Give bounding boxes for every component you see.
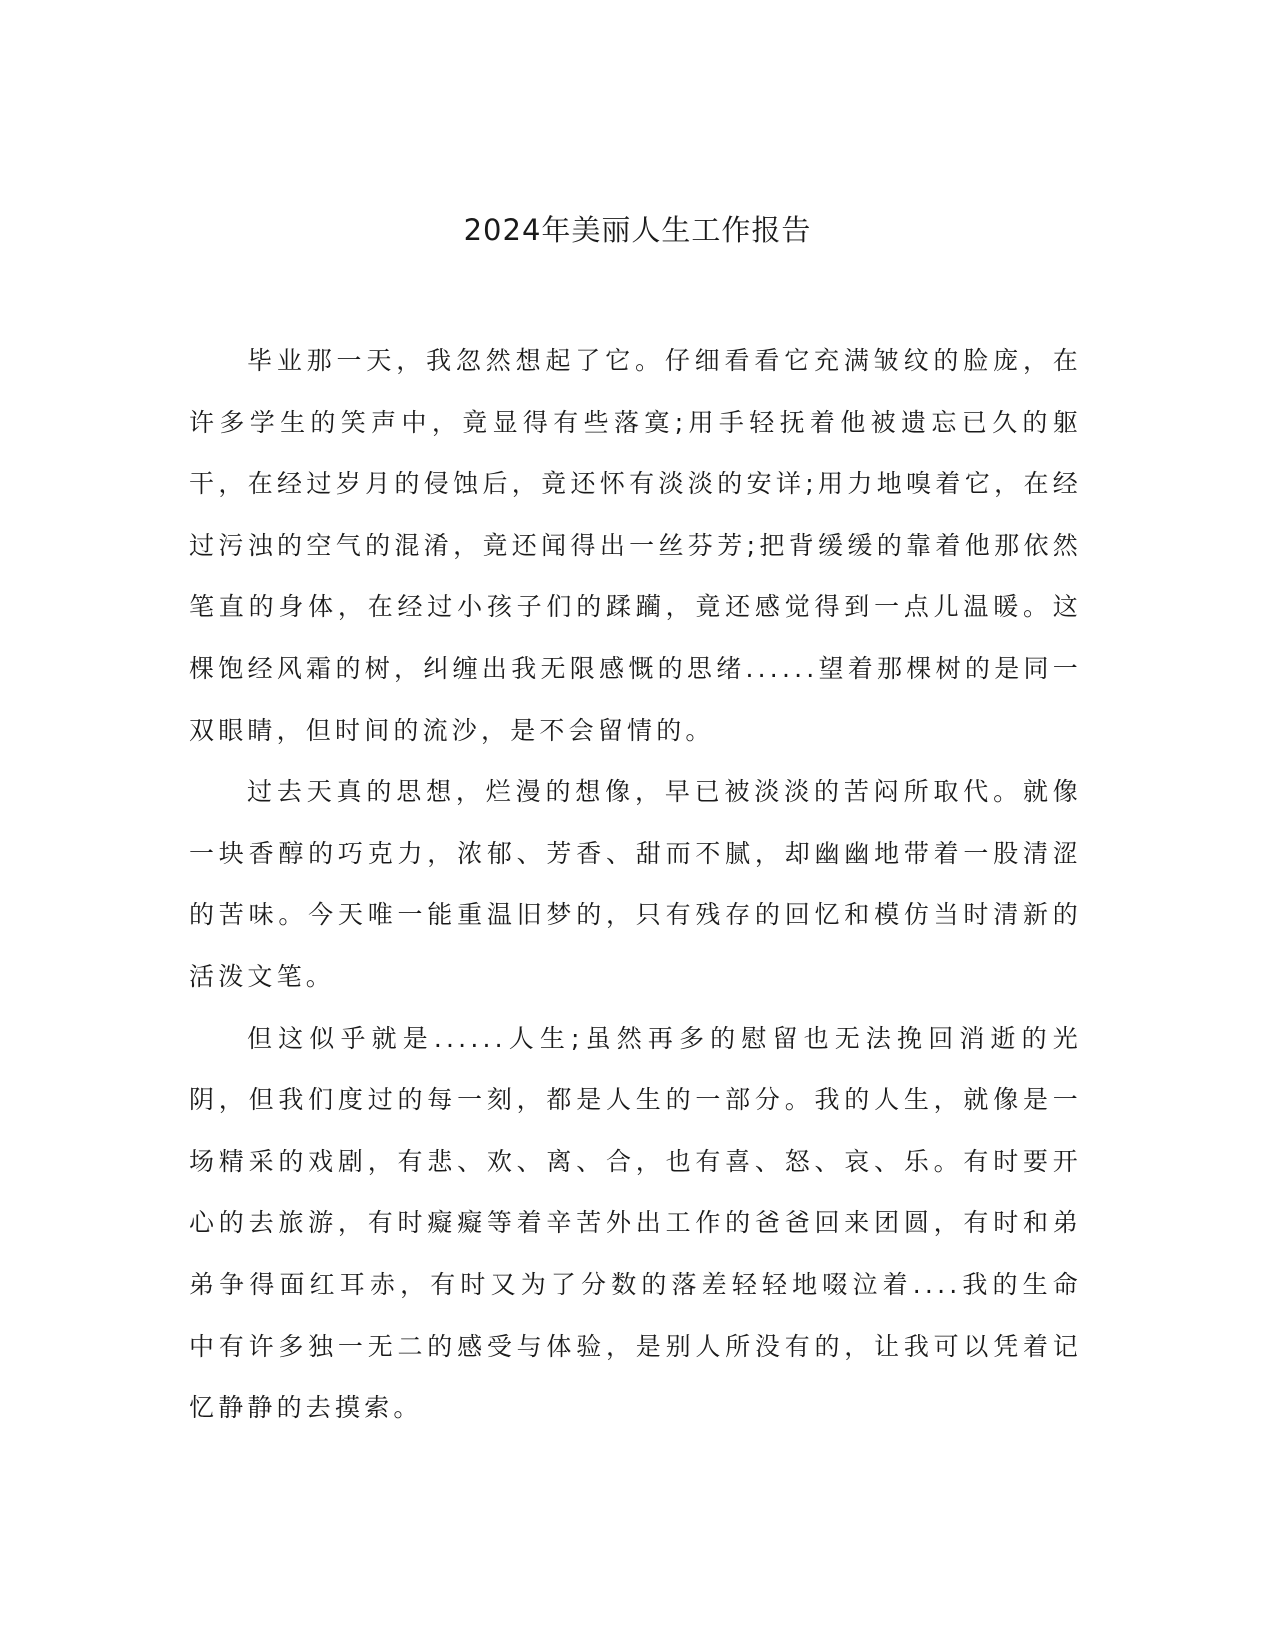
paragraph-2: 过去天真的思想，烂漫的想像，早已被淡淡的苦闷所取代。就像一块香醇的巧克力，浓郁、芳香、甜而不腻，却幽幽地带着一股清涩的苦味。今天唯一能重温旧梦的，只有残存的回忆和模仿当时清新的活泼文笔。	[189, 777, 1082, 991]
paragraph-1: 毕业那一天，我忽然想起了它。仔细看看它充满皱纹的脸庞，在许多学生的笑声中，竟显得有些落寞;用手轻抚着他被遗忘已久的躯干，在经过岁月的侵蚀后，竟还怀有淡淡的安详;用力地嗅着它，在经过污浊的空气的混淆，竟还闻得出一丝芬芳;把背缓缓的靠着他那依然笔直的身体，在经过小孩子们的蹂躏，竟还感觉得到一点儿温暖。这棵饱经风霜的树，纠缠出我无限感慨的思绪......望着那棵树的是同一双眼睛，但时间的流沙，是不会留情的。	[189, 346, 1082, 745]
paragraph-3: 但这似乎就是......人生;虽然再多的慰留也无法挽回消逝的光阴，但我们度过的每一刻，都是人生的一部分。我的人生，就像是一场精采的戏剧，有悲、欢、离、合，也有喜、怒、哀、乐。有时要开心的去旅游，有时癡癡等着辛苦外出工作的爸爸回来团圆，有时和弟弟争得面红耳赤，有时又为了分数的落差轻轻地啜泣着....我的生命中有许多独一无二的感受与体验，是别人所没有的，让我可以凭着记忆静静的去摸索。	[189, 1023, 1082, 1423]
document-title: 2024年美丽人生工作报告	[463, 213, 812, 247]
document-body	[189, 330, 1082, 1439]
